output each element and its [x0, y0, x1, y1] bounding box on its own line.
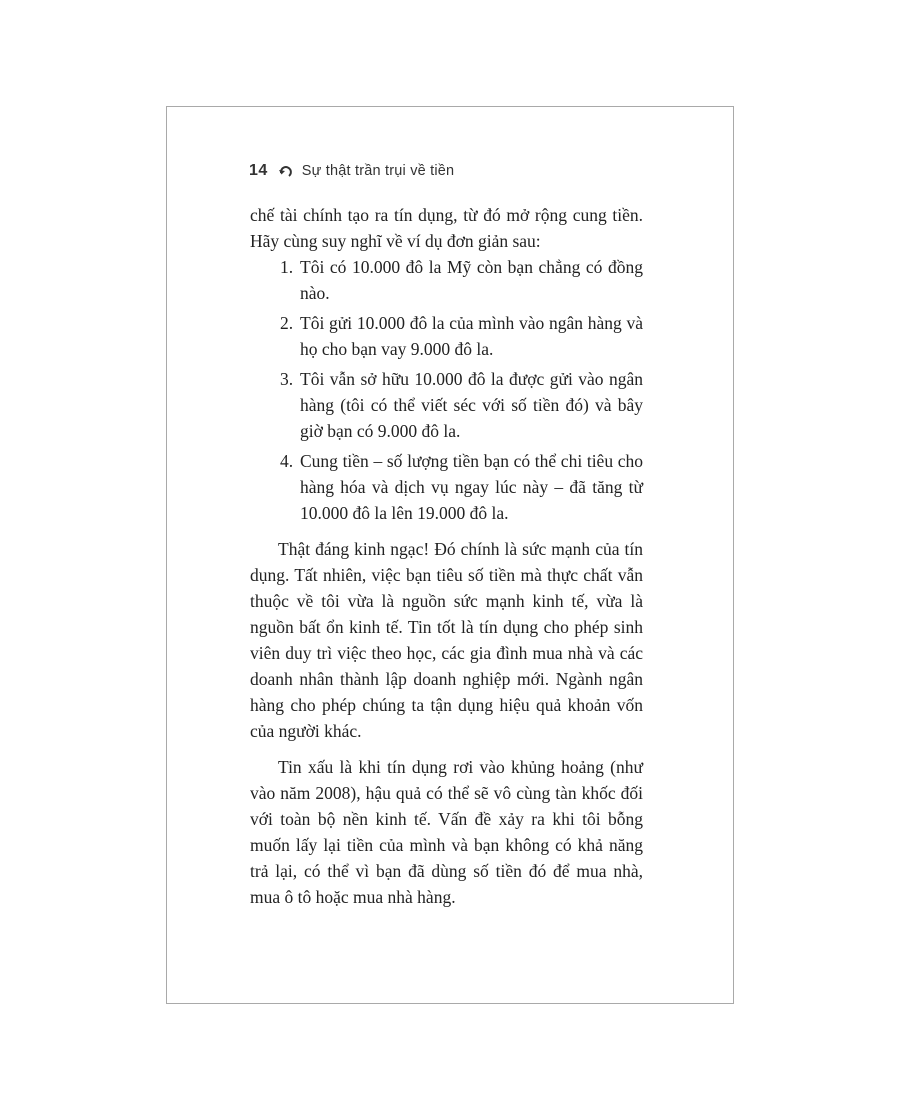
example-list: [250, 254, 643, 526]
list-text: Tôi gửi 10.000 đô la của mình vào ngân hàng và họ cho bạn vay 9.000 đô la.: [300, 313, 643, 359]
list-text: Tôi có 10.000 đô la Mỹ còn bạn chẳng có đồng nào.: [300, 257, 643, 303]
list-text: Tôi vẫn sở hữu 10.000 đô la được gửi vào ngân hàng (tôi có thể viết séc với số tiền đó) và bây giờ bạn có 9.000 đô la.: [300, 369, 643, 441]
list-number: 1.: [280, 257, 294, 277]
page-header: [249, 160, 454, 182]
list-number: 2.: [280, 313, 294, 333]
paragraph-credit-power: Thật đáng kinh ngạc! Đó chính là sức mạnh của tín dụng. Tất nhiên, việc bạn tiêu số tiền mà thực chất vẫn thuộc về tôi vừa là nguồn sức mạnh kinh tế, vừa là nguồn bất ổn kinh tế. Tin tốt là tín dụng cho phép sinh viên duy trì việc theo học, các gia đình mua nhà và các doanh nhân thành lập doanh nghiệp mới. Ngành ngân hàng cho phép chúng ta tận dụng hiệu quả khoản vốn của người khác.: [250, 539, 643, 741]
page-number: 14: [249, 162, 268, 179]
page-body: [250, 202, 643, 920]
list-number: 4.: [280, 451, 294, 471]
list-item: [250, 366, 643, 444]
opening-paragraph: chế tài chính tạo ra tín dụng, từ đó mở rộng cung tiền. Hãy cùng suy nghĩ về ví dụ đơn giản sau:: [250, 205, 643, 251]
list-item: [250, 310, 643, 362]
list-number: 3.: [280, 369, 294, 389]
list-item: [250, 254, 643, 306]
list-item: [250, 448, 643, 526]
running-title: Sự thật trần trụi về tiền: [301, 163, 455, 179]
curved-arrow-icon: [278, 163, 294, 179]
paragraph-credit-crisis: Tin xấu là khi tín dụng rơi vào khủng hoảng (như vào năm 2008), hậu quả có thể sẽ vô cùng tàn khốc đối với toàn bộ nền kinh tế. Vấn đề xảy ra khi tôi bỗng muốn lấy lại tiền của mình và bạn không có khả năng trả lại, có thể vì bạn đã dùng số tiền đó để mua nhà, mua ô tô hoặc mua nhà hàng.: [250, 757, 643, 907]
list-text: Cung tiền – số lượng tiền bạn có thể chi tiêu cho hàng hóa và dịch vụ ngay lúc này – đã tăng từ 10.000 đô la lên 19.000 đô la.: [300, 451, 643, 523]
